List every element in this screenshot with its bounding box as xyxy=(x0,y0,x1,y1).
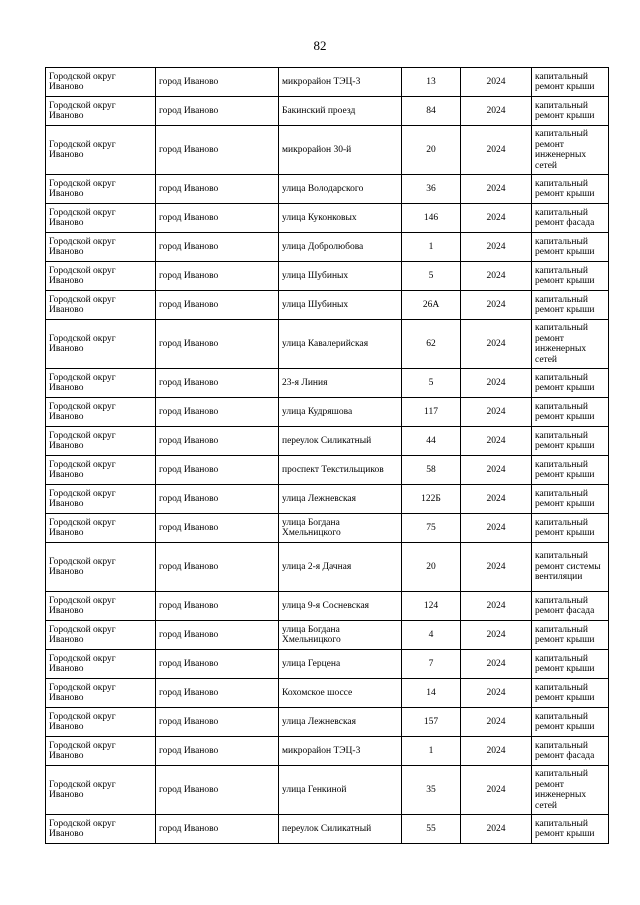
locality-cell: город Иваново xyxy=(156,175,279,204)
year-cell: 2024 xyxy=(461,650,532,679)
house-number-cell: 1 xyxy=(402,737,461,766)
street-cell: улица Герцена xyxy=(279,650,402,679)
municipality-cell: Городской округ Иваново xyxy=(46,175,156,204)
table-row xyxy=(46,291,609,320)
municipality-cell: Городской округ Иваново xyxy=(46,621,156,650)
table-row xyxy=(46,233,609,262)
locality-cell: город Иваново xyxy=(156,621,279,650)
house-number-cell: 84 xyxy=(402,97,461,126)
work-type-cell: капитальный ремонт крыши xyxy=(532,97,609,126)
locality-cell: город Иваново xyxy=(156,708,279,737)
house-number-cell: 157 xyxy=(402,708,461,737)
street-cell: улица Кудряшова xyxy=(279,398,402,427)
street-cell: улица Богдана Хмельницкого xyxy=(279,621,402,650)
year-cell: 2024 xyxy=(461,543,532,592)
house-number-cell: 20 xyxy=(402,126,461,175)
year-cell: 2024 xyxy=(461,679,532,708)
table-row xyxy=(46,485,609,514)
locality-cell: город Иваново xyxy=(156,737,279,766)
work-type-cell: капитальный ремонт крыши xyxy=(532,514,609,543)
locality-cell: город Иваново xyxy=(156,233,279,262)
locality-cell: город Иваново xyxy=(156,679,279,708)
locality-cell: город Иваново xyxy=(156,204,279,233)
house-number-cell: 36 xyxy=(402,175,461,204)
street-cell: Кохомское шоссе xyxy=(279,679,402,708)
house-number-cell: 146 xyxy=(402,204,461,233)
year-cell: 2024 xyxy=(461,815,532,844)
work-type-cell: капитальный ремонт фасада xyxy=(532,204,609,233)
locality-cell: город Иваново xyxy=(156,543,279,592)
house-number-cell: 58 xyxy=(402,456,461,485)
work-type-cell: капитальный ремонт крыши xyxy=(532,456,609,485)
street-cell: улица Генкиной xyxy=(279,766,402,815)
street-cell: Бакинский проезд xyxy=(279,97,402,126)
street-cell: улица Шубиных xyxy=(279,291,402,320)
year-cell: 2024 xyxy=(461,97,532,126)
municipality-cell: Городской округ Иваново xyxy=(46,97,156,126)
house-number-cell: 14 xyxy=(402,679,461,708)
table-row xyxy=(46,398,609,427)
municipality-cell: Городской округ Иваново xyxy=(46,369,156,398)
street-cell: улица Богдана Хмельницкого xyxy=(279,514,402,543)
street-cell: улица Кавалерийская xyxy=(279,320,402,369)
municipality-cell: Городской округ Иваново xyxy=(46,766,156,815)
street-cell: улица Володарского xyxy=(279,175,402,204)
street-cell: улица Лежневская xyxy=(279,708,402,737)
work-type-cell: капитальный ремонт крыши xyxy=(532,485,609,514)
work-type-cell: капитальный ремонт крыши xyxy=(532,815,609,844)
municipality-cell: Городской округ Иваново xyxy=(46,514,156,543)
house-number-cell: 4 xyxy=(402,621,461,650)
locality-cell: город Иваново xyxy=(156,398,279,427)
repair-program-table xyxy=(45,67,609,844)
table-row xyxy=(46,427,609,456)
table-row xyxy=(46,650,609,679)
locality-cell: город Иваново xyxy=(156,262,279,291)
year-cell: 2024 xyxy=(461,262,532,291)
street-cell: улица Шубиных xyxy=(279,262,402,291)
street-cell: улица Лежневская xyxy=(279,485,402,514)
street-cell: переулок Силикатный xyxy=(279,815,402,844)
work-type-cell: капитальный ремонт крыши xyxy=(532,175,609,204)
table-row xyxy=(46,708,609,737)
locality-cell: город Иваново xyxy=(156,815,279,844)
house-number-cell: 62 xyxy=(402,320,461,369)
municipality-cell: Городской округ Иваново xyxy=(46,650,156,679)
municipality-cell: Городской округ Иваново xyxy=(46,485,156,514)
table-row xyxy=(46,97,609,126)
locality-cell: город Иваново xyxy=(156,766,279,815)
locality-cell: город Иваново xyxy=(156,592,279,621)
municipality-cell: Городской округ Иваново xyxy=(46,543,156,592)
municipality-cell: Городской округ Иваново xyxy=(46,291,156,320)
municipality-cell: Городской округ Иваново xyxy=(46,592,156,621)
municipality-cell: Городской округ Иваново xyxy=(46,320,156,369)
municipality-cell: Городской округ Иваново xyxy=(46,126,156,175)
work-type-cell: капитальный ремонт системы вентиляции xyxy=(532,543,609,592)
year-cell: 2024 xyxy=(461,398,532,427)
municipality-cell: Городской округ Иваново xyxy=(46,737,156,766)
house-number-cell: 35 xyxy=(402,766,461,815)
locality-cell: город Иваново xyxy=(156,97,279,126)
street-cell: улица 2-я Дачная xyxy=(279,543,402,592)
street-cell: улица 9-я Сосневская xyxy=(279,592,402,621)
house-number-cell: 122Б xyxy=(402,485,461,514)
locality-cell: город Иваново xyxy=(156,650,279,679)
table-row xyxy=(46,543,609,592)
house-number-cell: 13 xyxy=(402,68,461,97)
table-row xyxy=(46,68,609,97)
year-cell: 2024 xyxy=(461,485,532,514)
year-cell: 2024 xyxy=(461,126,532,175)
house-number-cell: 75 xyxy=(402,514,461,543)
table-row xyxy=(46,204,609,233)
municipality-cell: Городской округ Иваново xyxy=(46,456,156,485)
page-number: 82 xyxy=(313,38,327,53)
municipality-cell: Городской округ Иваново xyxy=(46,233,156,262)
work-type-cell: капитальный ремонт крыши xyxy=(532,650,609,679)
year-cell: 2024 xyxy=(461,68,532,97)
house-number-cell: 5 xyxy=(402,262,461,291)
year-cell: 2024 xyxy=(461,204,532,233)
house-number-cell: 5 xyxy=(402,369,461,398)
year-cell: 2024 xyxy=(461,708,532,737)
municipality-cell: Городской округ Иваново xyxy=(46,398,156,427)
locality-cell: город Иваново xyxy=(156,485,279,514)
work-type-cell: капитальный ремонт инженерных сетей xyxy=(532,320,609,369)
table-row xyxy=(46,621,609,650)
year-cell: 2024 xyxy=(461,514,532,543)
street-cell: микрорайон ТЭЦ-3 xyxy=(279,68,402,97)
municipality-cell: Городской округ Иваново xyxy=(46,708,156,737)
table-row xyxy=(46,456,609,485)
work-type-cell: капитальный ремонт крыши xyxy=(532,291,609,320)
table-body xyxy=(46,68,609,844)
municipality-cell: Городской округ Иваново xyxy=(46,68,156,97)
street-cell: улица Добролюбова xyxy=(279,233,402,262)
street-cell: переулок Силикатный xyxy=(279,427,402,456)
year-cell: 2024 xyxy=(461,456,532,485)
table-row xyxy=(46,126,609,175)
table-row xyxy=(46,369,609,398)
house-number-cell: 124 xyxy=(402,592,461,621)
year-cell: 2024 xyxy=(461,320,532,369)
work-type-cell: капитальный ремонт крыши xyxy=(532,68,609,97)
work-type-cell: капитальный ремонт инженерных сетей xyxy=(532,126,609,175)
year-cell: 2024 xyxy=(461,592,532,621)
work-type-cell: капитальный ремонт крыши xyxy=(532,262,609,291)
municipality-cell: Городской округ Иваново xyxy=(46,815,156,844)
year-cell: 2024 xyxy=(461,737,532,766)
work-type-cell: капитальный ремонт крыши xyxy=(532,679,609,708)
house-number-cell: 44 xyxy=(402,427,461,456)
year-cell: 2024 xyxy=(461,621,532,650)
house-number-cell: 55 xyxy=(402,815,461,844)
house-number-cell: 117 xyxy=(402,398,461,427)
locality-cell: город Иваново xyxy=(156,369,279,398)
year-cell: 2024 xyxy=(461,427,532,456)
locality-cell: город Иваново xyxy=(156,427,279,456)
table-row xyxy=(46,737,609,766)
year-cell: 2024 xyxy=(461,766,532,815)
work-type-cell: капитальный ремонт крыши xyxy=(532,369,609,398)
table-row xyxy=(46,175,609,204)
table-row xyxy=(46,320,609,369)
work-type-cell: капитальный ремонт крыши xyxy=(532,398,609,427)
street-cell: 23-я Линия xyxy=(279,369,402,398)
street-cell: микрорайон 30-й xyxy=(279,126,402,175)
municipality-cell: Городской округ Иваново xyxy=(46,204,156,233)
locality-cell: город Иваново xyxy=(156,320,279,369)
year-cell: 2024 xyxy=(461,233,532,262)
year-cell: 2024 xyxy=(461,175,532,204)
locality-cell: город Иваново xyxy=(156,291,279,320)
table-row xyxy=(46,592,609,621)
work-type-cell: капитальный ремонт крыши xyxy=(532,233,609,262)
street-cell: улица Куконковых xyxy=(279,204,402,233)
work-type-cell: капитальный ремонт крыши xyxy=(532,427,609,456)
house-number-cell: 7 xyxy=(402,650,461,679)
street-cell: микрорайон ТЭЦ-3 xyxy=(279,737,402,766)
work-type-cell: капитальный ремонт фасада xyxy=(532,737,609,766)
work-type-cell: капитальный ремонт крыши xyxy=(532,621,609,650)
table-row xyxy=(46,514,609,543)
street-cell: проспект Текстильщиков xyxy=(279,456,402,485)
work-type-cell: капитальный ремонт крыши xyxy=(532,708,609,737)
year-cell: 2024 xyxy=(461,369,532,398)
house-number-cell: 26А xyxy=(402,291,461,320)
work-type-cell: капитальный ремонт инженерных сетей xyxy=(532,766,609,815)
municipality-cell: Городской округ Иваново xyxy=(46,262,156,291)
table-row xyxy=(46,766,609,815)
locality-cell: город Иваново xyxy=(156,126,279,175)
locality-cell: город Иваново xyxy=(156,68,279,97)
locality-cell: город Иваново xyxy=(156,514,279,543)
work-type-cell: капитальный ремонт фасада xyxy=(532,592,609,621)
table-row xyxy=(46,679,609,708)
house-number-cell: 1 xyxy=(402,233,461,262)
table-row xyxy=(46,815,609,844)
municipality-cell: Городской округ Иваново xyxy=(46,427,156,456)
year-cell: 2024 xyxy=(461,291,532,320)
locality-cell: город Иваново xyxy=(156,456,279,485)
table-row xyxy=(46,262,609,291)
municipality-cell: Городской округ Иваново xyxy=(46,679,156,708)
house-number-cell: 20 xyxy=(402,543,461,592)
